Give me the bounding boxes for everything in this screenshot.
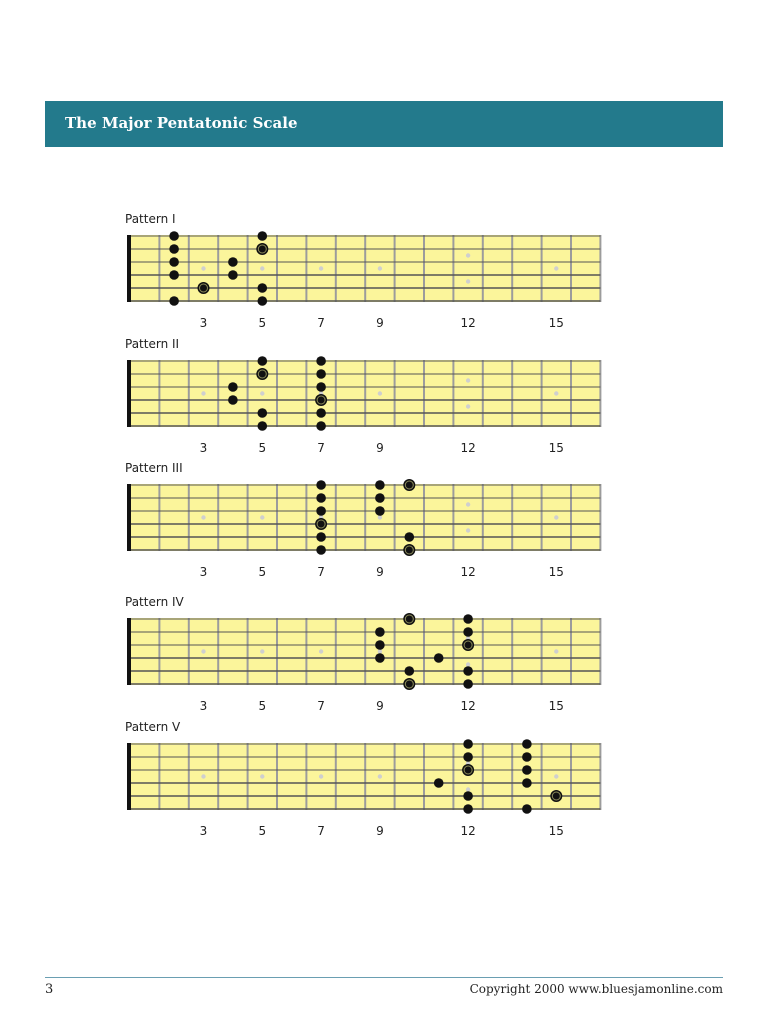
fret-inlay xyxy=(466,404,470,408)
note-dot xyxy=(375,480,385,490)
fret-number: 12 xyxy=(460,441,476,455)
note-dot xyxy=(522,739,532,749)
fretboard xyxy=(124,595,604,715)
note-dot xyxy=(316,356,326,366)
note-dot xyxy=(228,395,238,405)
fret-inlay xyxy=(260,649,264,653)
note-dot xyxy=(434,653,444,663)
note-dot xyxy=(316,493,326,503)
note-dot xyxy=(169,244,179,254)
fret-number: 7 xyxy=(317,316,325,330)
fretboard xyxy=(124,337,604,457)
note-dot xyxy=(258,356,268,366)
fret-inlay xyxy=(554,266,558,270)
note-dot xyxy=(169,231,179,241)
note-dot xyxy=(463,791,473,801)
note-dot xyxy=(463,614,473,624)
note-dot xyxy=(316,421,326,431)
note-dot xyxy=(522,778,532,788)
pattern-diagram xyxy=(124,595,604,715)
note-dot xyxy=(522,765,532,775)
note-dot xyxy=(316,532,326,542)
note-dot xyxy=(316,382,326,392)
fret-inlay xyxy=(378,515,382,519)
note-dot xyxy=(463,752,473,762)
note-dot xyxy=(405,666,415,676)
nut xyxy=(127,360,131,427)
fret-number: 12 xyxy=(460,316,476,330)
fret-number: 15 xyxy=(548,565,564,579)
fret-number: 9 xyxy=(376,441,384,455)
fret-inlay xyxy=(378,649,382,653)
pattern-diagram xyxy=(124,461,604,581)
fret-inlay xyxy=(319,649,323,653)
note-dot xyxy=(375,640,385,650)
fret-number: 12 xyxy=(460,824,476,838)
note-dot xyxy=(228,257,238,267)
fret-inlay xyxy=(466,253,470,257)
fret-number: 5 xyxy=(258,699,267,713)
note-dot xyxy=(405,532,415,542)
note-dot xyxy=(316,506,326,516)
note-dot xyxy=(169,270,179,280)
nut xyxy=(127,235,131,302)
note-dot xyxy=(375,493,385,503)
page-number: 3 xyxy=(45,982,54,997)
fretboard xyxy=(124,461,604,581)
fret-number: 9 xyxy=(376,699,384,713)
fret-inlay xyxy=(554,515,558,519)
note-dot xyxy=(434,778,444,788)
footer-divider xyxy=(45,977,723,978)
fret-inlay xyxy=(466,502,470,506)
note-dot xyxy=(316,408,326,418)
fret-inlay xyxy=(466,662,470,666)
pattern-label: Pattern IV xyxy=(125,595,184,609)
fret-number: 5 xyxy=(258,824,267,838)
fretboard xyxy=(124,212,604,332)
note-dot xyxy=(258,408,268,418)
fret-inlay xyxy=(466,279,470,283)
fret-inlay xyxy=(201,391,205,395)
note-dot xyxy=(522,752,532,762)
fret-number: 7 xyxy=(317,441,325,455)
section-header-bar xyxy=(45,101,723,147)
note-dot xyxy=(375,506,385,516)
fret-number: 7 xyxy=(317,565,325,579)
fret-inlay xyxy=(260,774,264,778)
fret-number: 3 xyxy=(199,441,208,455)
fret-number: 3 xyxy=(199,824,208,838)
fret-inlay xyxy=(260,515,264,519)
fret-inlay xyxy=(378,266,382,270)
pattern-diagram xyxy=(124,212,604,332)
pattern-label: Pattern II xyxy=(125,337,180,351)
note-dot xyxy=(258,421,268,431)
fret-number: 5 xyxy=(258,565,267,579)
fret-number: 9 xyxy=(376,565,384,579)
note-dot xyxy=(463,679,473,689)
fret-number: 5 xyxy=(258,316,267,330)
fret-number: 15 xyxy=(548,441,564,455)
fret-inlay xyxy=(201,266,205,270)
note-dot xyxy=(316,480,326,490)
note-dot xyxy=(258,283,268,293)
note-dot xyxy=(463,804,473,814)
note-dot xyxy=(228,270,238,280)
pattern-label: Pattern V xyxy=(125,720,181,734)
fret-number: 3 xyxy=(199,316,208,330)
fret-number: 3 xyxy=(199,565,208,579)
fret-number: 9 xyxy=(376,824,384,838)
pattern-label: Pattern I xyxy=(125,212,176,226)
fret-inlay xyxy=(201,515,205,519)
fret-inlay xyxy=(201,774,205,778)
fretboard xyxy=(124,720,604,840)
fret-inlay xyxy=(554,391,558,395)
nut xyxy=(127,743,131,810)
fret-inlay xyxy=(466,378,470,382)
fret-number: 9 xyxy=(376,316,384,330)
pattern-diagram xyxy=(124,720,604,840)
nut xyxy=(127,484,131,551)
fret-inlay xyxy=(201,649,205,653)
fret-inlay xyxy=(554,649,558,653)
note-dot xyxy=(258,231,268,241)
fret-number: 5 xyxy=(258,441,267,455)
fret-number: 7 xyxy=(317,699,325,713)
fret-number: 15 xyxy=(548,699,564,713)
fret-inlay xyxy=(466,528,470,532)
fret-number: 15 xyxy=(548,316,564,330)
note-dot xyxy=(463,666,473,676)
fret-inlay xyxy=(554,774,558,778)
copyright-notice: Copyright 2000 www.bluesjamonline.com xyxy=(469,982,723,996)
note-dot xyxy=(522,804,532,814)
nut xyxy=(127,618,131,685)
note-dot xyxy=(375,653,385,663)
note-dot xyxy=(375,627,385,637)
fret-number: 12 xyxy=(460,699,476,713)
note-dot xyxy=(463,627,473,637)
fret-inlay xyxy=(378,391,382,395)
fret-inlay xyxy=(260,266,264,270)
note-dot xyxy=(169,257,179,267)
note-dot xyxy=(316,369,326,379)
fret-number: 7 xyxy=(317,824,325,838)
note-dot xyxy=(228,382,238,392)
note-dot xyxy=(169,296,179,306)
pattern-label: Pattern III xyxy=(125,461,183,475)
fret-number: 15 xyxy=(548,824,564,838)
fret-inlay xyxy=(319,266,323,270)
note-dot xyxy=(316,545,326,555)
pattern-diagram xyxy=(124,337,604,457)
section-title: The Major Pentatonic Scale xyxy=(65,114,298,132)
fret-number: 12 xyxy=(460,565,476,579)
note-dot xyxy=(463,739,473,749)
fret-inlay xyxy=(378,774,382,778)
fret-number: 3 xyxy=(199,699,208,713)
fret-inlay xyxy=(466,787,470,791)
note-dot xyxy=(258,296,268,306)
fret-inlay xyxy=(319,774,323,778)
fret-inlay xyxy=(260,391,264,395)
